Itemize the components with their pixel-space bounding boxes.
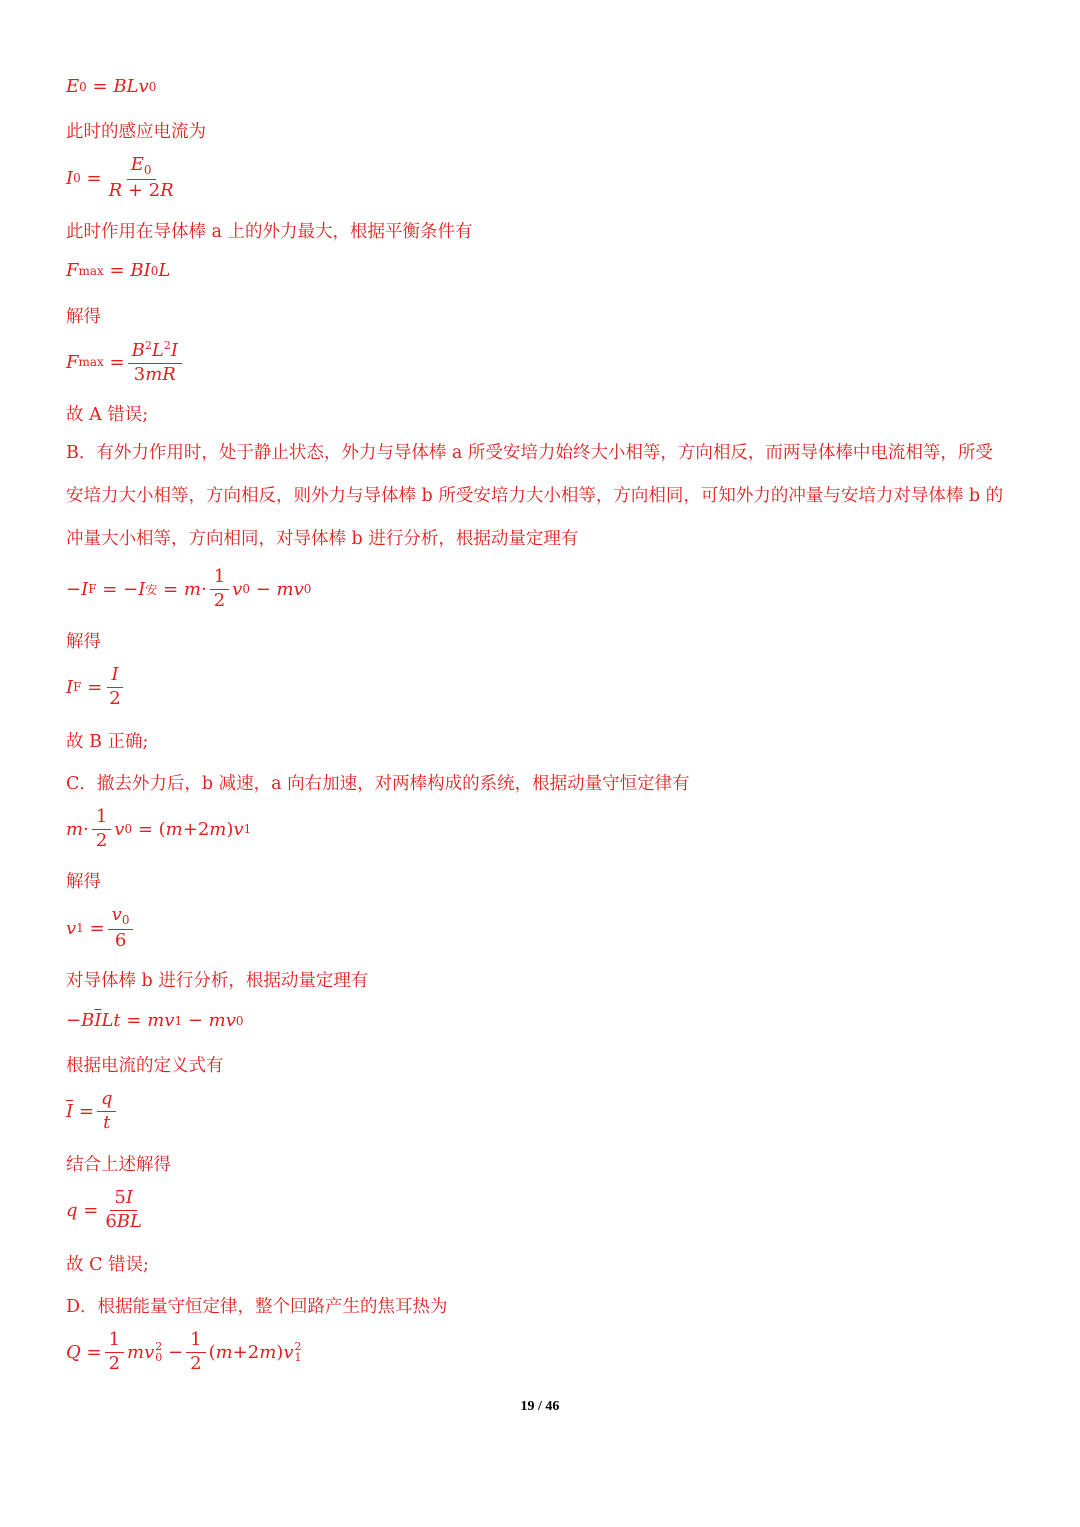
equation-q: q = $\frac{5I}{6BL}$	[66, 1187, 142, 1232]
paragraph-c: C．撤去外力后，b 减速，a 向右加速，对两棒构成的系统，根据动量守恒定律有	[66, 774, 690, 794]
equation-e0: E 0 = BLv 0	[66, 76, 157, 97]
equation-fmax-result: F max = $\frac{B^2L^2I}{3mR}$	[66, 340, 185, 385]
text-line: 解得	[66, 872, 101, 892]
equation-i0: I 0 = $\frac{E_0}{R + 2R}$	[66, 154, 174, 201]
equation-joule-heat: Q = $\frac{1}{2}$ mv 2 0 − $\frac{1}{2}$ ( m + 2 m ) v 2 1	[66, 1329, 302, 1374]
text-line: 此时作用在导体棒 a 上的外力最大，根据平衡条件有	[66, 222, 473, 242]
equation-current-definition: $\overline{I}$ = $\frac{q}{t}$	[66, 1090, 119, 1133]
text-line: 故 B 正确;	[66, 732, 149, 752]
page-number: 19 / 46	[520, 1399, 560, 1414]
equation-momentum-conservation: m · $\frac{1}{2}$ v 0 = ( m + 2 m ) v 1	[66, 806, 252, 851]
equation-momentum-b: − I F = − I 安 = m · $\frac{1}{2}$ v 0 − mv 0	[66, 566, 312, 611]
text-line: 解得	[66, 632, 101, 652]
paragraph-d: D．根据能量守恒定律，整个回路产生的焦耳热为	[66, 1297, 448, 1317]
text-line: 故 A 错误;	[66, 405, 149, 425]
equation-v1: v 1 = $\frac{v_0}{6}$	[66, 906, 136, 950]
text-line: 结合上述解得	[66, 1155, 171, 1175]
text-line: 解得	[66, 307, 101, 327]
text-line: 故 C 错误;	[66, 1255, 149, 1275]
paragraph-b: B．有外力作用时，处于静止状态，外力与导体棒 a 所受安培力始终大小相等，方向相反，而两导体棒中电流相等，所受安培力大小相等，方向相反，则外力与导体棒 b 所受安培力大小相等，方向相同，可知外力的冲量与安培力对导体棒 b 的冲量大小相等，方向相同，对导体棒 b 进行分析，根据动量定理有	[66, 443, 1004, 549]
equation-impulse: − B $\overline{I}$ Lt = mv 1 − mv 0	[66, 1010, 244, 1031]
text-line: 此时的感应电流为	[66, 122, 206, 142]
equation-fmax: F max = BI 0 L	[66, 260, 171, 281]
text-line: 对导体棒 b 进行分析，根据动量定理有	[66, 971, 369, 991]
equation-if: I F = $\frac{I}{2}$	[66, 664, 121, 709]
text-line: 根据电流的定义式有	[66, 1056, 224, 1076]
